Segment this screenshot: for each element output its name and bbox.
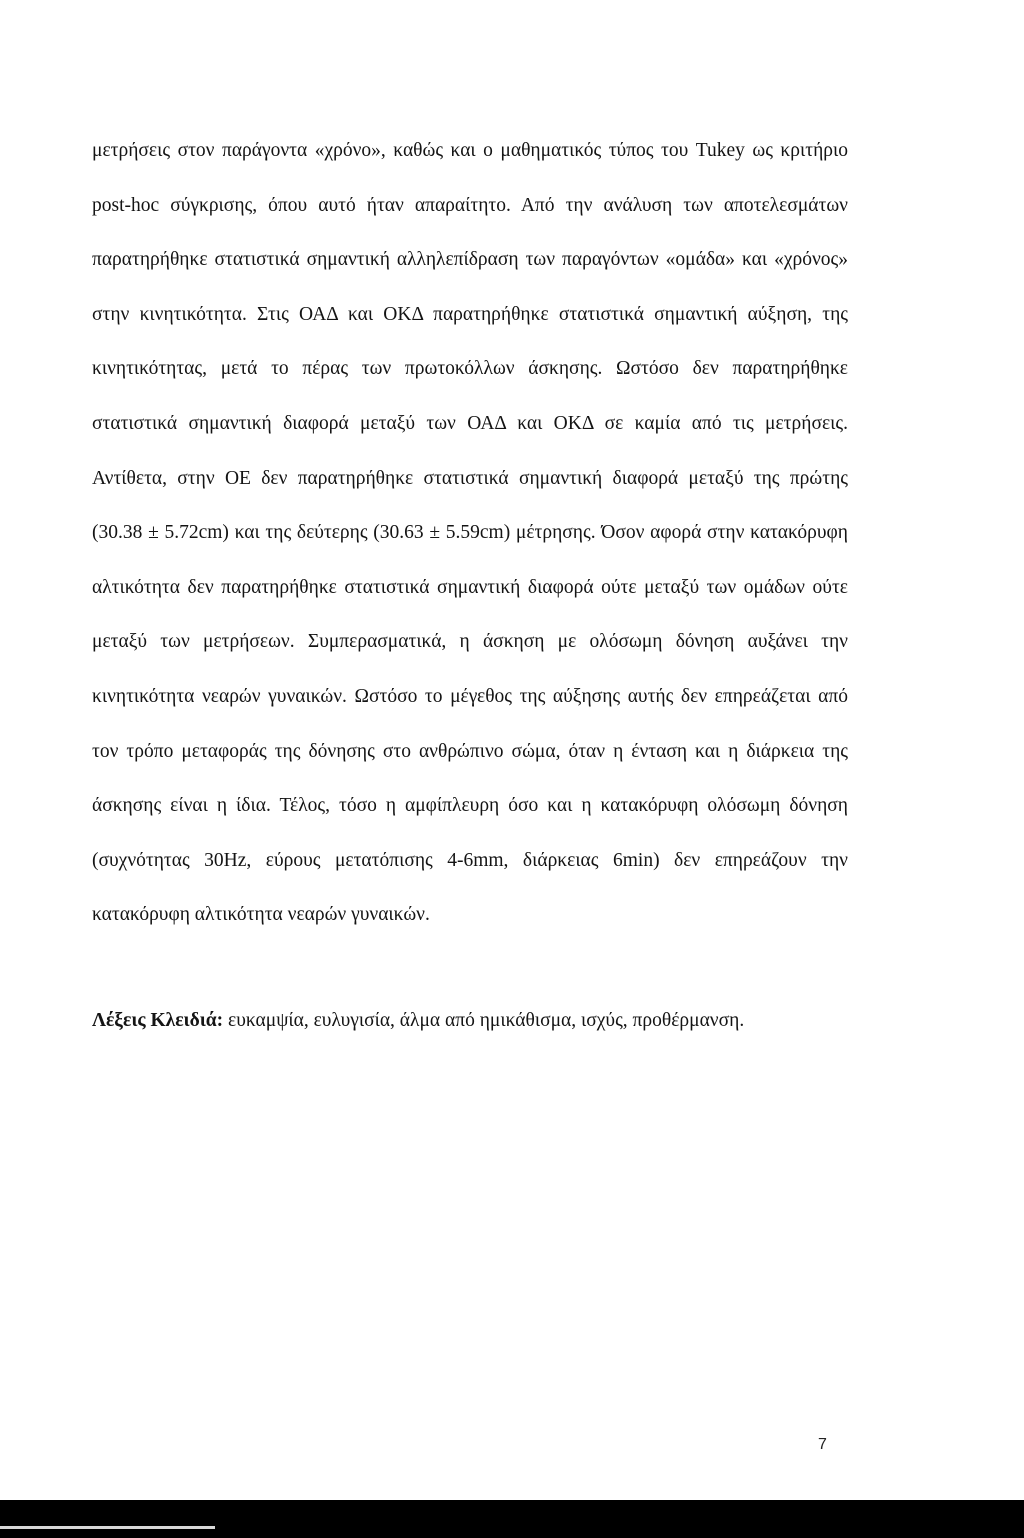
keywords-list: ευκαμψία, ευλυγισία, άλμα από ημικάθισμα, ισχύς, προθέρμανση. <box>223 1010 745 1031</box>
scan-edge-artifact <box>0 1526 215 1529</box>
keywords-label: Λέξεις Κλειδιά: <box>92 1010 224 1031</box>
page-number: 7 <box>818 1436 827 1453</box>
scan-bottom-edge <box>0 1500 1024 1538</box>
abstract-body-paragraph: μετρήσεις στον παράγοντα «χρόνο», καθώς και ο μαθηματικός τύπος του Tukey ως κριτήριο post-hoc σύγκρισης, όπου αυτό ήταν απαραίτητο. Από την ανάλυση των αποτελεσμάτων παρατηρήθηκε στατιστικά σημαντική αλληλεπίδραση των παραγόντων «ομάδα» και «χρόνος» στην κινητικότητα. Στις ΟΑΔ και ΟΚΔ παρατηρήθηκε στατιστικά σημαντική αύξηση, της κινητικότητας, μετά το πέρας των πρωτοκόλλων άσκησης. Ωστόσο δεν παρατηρήθηκε στατιστικά σημαντική διαφορά μεταξύ των ΟΑΔ και ΟΚΔ σε καμία από τις μετρήσεις. Αντίθετα, στην ΟΕ δεν παρατηρήθηκε στατιστικά σημαντική διαφορά μεταξύ της πρώτης (30.38 ± 5.72cm) και της δεύτερης (30.63 ± 5.59cm) μέτρησης. Όσον αφορά στην κατακόρυφη αλτικότητα δεν παρατηρήθηκε στατιστικά σημαντική διαφορά ούτε μεταξύ των ομάδων ούτε μεταξύ των μετρήσεων. Συμπερασματικά, η άσκηση με ολόσωμη δόνηση αυξάνει την κινητικότητα νεαρών γυναικών. Ωστόσο το μέγεθος της αύξησης αυτής δεν επηρεάζεται από τον τρόπο μεταφοράς της δόνησης στο ανθρώπινο σώμα, όταν η ένταση και η διάρκεια της άσκησης είναι η ίδια. Τέλος, τόσο η αμφίπλευρη όσο και η κατακόρυφη ολόσωμη δόνηση (συχνότητας 30Hz, εύρους μετατόπισης 4-6mm, διάρκειας 6min) δεν επηρεάζουν την κατακόρυφη αλτικότητα νεαρών γυναικών. <box>92 140 848 926</box>
keywords-line <box>92 1006 912 1036</box>
